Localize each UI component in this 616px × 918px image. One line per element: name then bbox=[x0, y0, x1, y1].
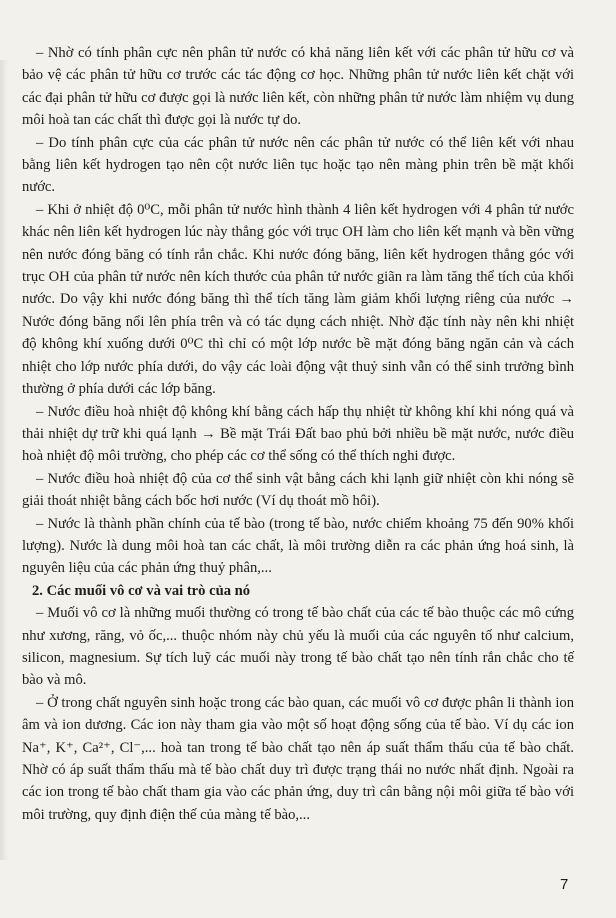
paragraph-ions: – Ở trong chất nguyên sinh hoặc trong các bào quan, các muối vô cơ được phân li thành ion âm và ion dương. Các ion này tham gia vào một số hoạt động sống của tế bào. Ví dụ các ion Na⁺, K⁺, Ca²⁺, Cl⁻,... hoà tan trong tế bào chất tạo nên áp suất thẩm thấu của tế bào chất. Nhờ có áp suất thẩm thấu mà tế bào chất duy trì được trạng thái no nước nhất định. Ngoài ra các ion trong tế bào chất tham gia vào các phản ứng, duy trì cân bằng nội môi giữa tế bào với môi trường, quy định điện thế của màng tế bào,... bbox=[22, 694, 574, 823]
paragraph-cell-component: – Nước là thành phần chính của tế bào (trong tế bào, nước chiếm khoảng 75 đến 90% khối lượng). Nước là dung môi hoà tan các chất, là môi trường diễn ra các phản ứng hoá sinh, là nguyên liệu của các phản ứng thuỷ phân,... bbox=[22, 515, 574, 577]
binding-shadow bbox=[0, 60, 8, 860]
paragraph-inorganic-salts: – Muối vô cơ là những muối thường có trong tế bào chất của các tế bào thuộc các mô cứng như xương, răng, vỏ ốc,... thuộc nhóm này chủ yếu là muối của các nguyên tố như calcium, silicon, magnesium. Sự tích luỹ các muối này trong tế bào chất tạo nên tính rắn chắc cho tế bào và mô. bbox=[22, 605, 574, 689]
paragraph-body-temperature: – Nước điều hoà nhiệt độ của cơ thể sinh vật bằng cách khi lạnh giữ nhiệt còn khi nóng sẽ giải thoát nhiệt bằng cách bốc hơi nước (Ví dụ thoát mồ hôi). bbox=[22, 470, 574, 510]
paragraph-climate-regulation: – Nước điều hoà nhiệt độ không khí bằng cách hấp thụ nhiệt từ không khí khi nóng quá và thải nhiệt dự trữ khi quá lạnh → Bề mặt Trái Đất bao phủ bởi nhiều bề mặt nước, nước điều hoà nhiệt độ môi trường, cho phép các cơ thể sống có thể thích nghi được. bbox=[22, 403, 574, 465]
body-text bbox=[22, 42, 574, 826]
page-number: 7 bbox=[560, 876, 569, 893]
paragraph-ice-formation: – Khi ở nhiệt độ 0⁰C, mỗi phân tử nước hình thành 4 liên kết hydrogen với 4 phân tử nước khác nên liên kết hydrogen lúc này thẳng góc với trục OH làm cho liên kết mạnh và bền vững nên nước đóng băng có tính rắn chắc. Khi nước đóng băng, liên kết hydrogen thẳng góc với trục OH của phân tử nước nên kích thước của phân tử nước giãn ra làm tăng thể tích của khối nước. Do vậy khi nước đóng băng thì thể tích tăng làm giảm khối lượng riêng của nước → Nước đóng băng nổi lên phía trên và có tác dụng cách nhiệt. Nhờ đặc tính này nên khi nhiệt độ không khí xuống dưới 0⁰C thì chỉ có một lớp nước bề mặt đóng băng ngăn cản và cách nhiệt cho lớp nước phía dưới, do vậy các loài động vật thuỷ sinh vẫn có thể sinh trưởng bình thường ở phía dưới các lớp băng. bbox=[22, 201, 574, 398]
paragraph-hydrogen-bond: – Do tính phân cực của các phân tử nước nên các phân tử nước có thể liên kết với nhau bằng liên kết hydrogen tạo nên cột nước liên tục hoặc tạo nên màng phin trên bề mặt khối nước. bbox=[22, 134, 574, 196]
paragraph-polarity-organic: – Nhờ có tính phân cực nên phân tử nước có khả năng liên kết với các phân tử hữu cơ và bảo vệ các phân tử hữu cơ trước các tác động cơ học. Những phân tử nước liên kết chặt với các đại phân tử hữu cơ được gọi là nước liên kết, còn những phân tử nước làm nhiệm vụ dung môi hoà tan các chất thì được gọi là nước tự do. bbox=[22, 45, 574, 129]
section-heading: 2. Các muối vô cơ và vai trò của nó bbox=[32, 582, 251, 599]
